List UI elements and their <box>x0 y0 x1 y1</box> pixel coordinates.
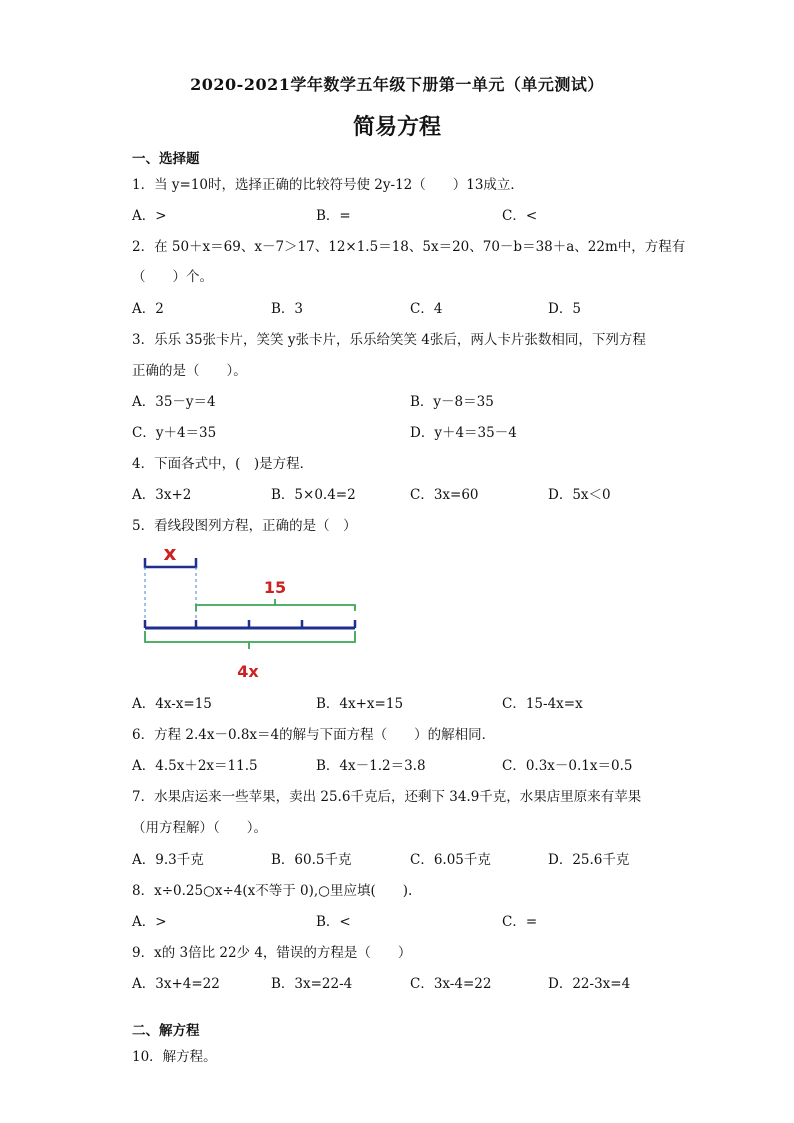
question-7-stem-line2: （用方程解）（ ）。 <box>132 820 267 836</box>
question-2-stem-line2: （ ）个。 <box>132 269 213 285</box>
question-4-option-d: D．5x＜0 <box>548 487 611 503</box>
question-7-stem-line1: 7．水果店运来一些苹果，卖出 25.6千克后，还剩下 34.9千克，水果店里原来有苹果 <box>132 789 642 805</box>
question-8-option-a: A．> <box>132 914 167 930</box>
label-x: x <box>163 541 177 565</box>
question-4-option-b: B．5×0.4=2 <box>271 487 356 503</box>
question-9-option-c: C．3x-4=22 <box>410 976 492 992</box>
question-8-option-b: B．< <box>316 914 351 930</box>
question-6-option-b: B．4x－1.2＝3.8 <box>316 758 426 774</box>
question-1-stem: 1．当 y=10时，选择正确的比较符号使 2y-12（ ）13成立． <box>132 177 524 193</box>
fifteen-brace <box>196 605 355 611</box>
question-6-stem: 6．方程 2.4x－0.8x＝4的解与下面方程（ ）的解相同． <box>132 727 496 743</box>
question-3-option-a: A．35－y＝4 <box>132 394 216 410</box>
question-3-option-b: B．y－8＝35 <box>410 394 494 410</box>
question-4-option-a: A．3x+2 <box>132 487 192 503</box>
question-6-option-a: A．4.5x＋2x＝11.5 <box>132 758 258 774</box>
four-x-brace <box>145 631 355 642</box>
question-7-option-b: B．60.5千克 <box>271 852 352 868</box>
question-9-stem: 9．x的 3倍比 22少 4，错误的方程是（ ） <box>132 945 412 961</box>
section-choice-title: 一、选择题 <box>132 151 200 167</box>
question-7-option-c: C．6.05千克 <box>410 852 491 868</box>
question-5-option-c: C．15-4x=x <box>502 696 583 712</box>
page-subtitle: 简易方程 <box>352 114 441 140</box>
question-7-option-a: A．9.3千克 <box>132 852 204 868</box>
question-10-stem: 10．解方程。 <box>132 1049 217 1065</box>
question-2-option-c: C．4 <box>410 301 443 317</box>
question-2-option-b: B．3 <box>271 301 304 317</box>
question-9-option-d: D．22-3x=4 <box>548 976 631 992</box>
question-2-option-d: D．5 <box>548 301 581 317</box>
question-3-option-c: C．y＋4＝35 <box>132 425 217 441</box>
question-9-option-b: B．3x=22-4 <box>271 976 353 992</box>
label-15: 15 <box>263 578 287 597</box>
question-1-option-a: A．> <box>132 208 167 224</box>
question-2-stem-line1: 2．在 50＋x＝69、x－7＞17、12×1.5＝18、5x＝20、70－b＝38＋a、22m中，方程有 <box>132 239 686 255</box>
question-9-option-a: A．3x+4=22 <box>132 976 220 992</box>
question-6-option-c: C．0.3x－0.1x＝0.5 <box>502 758 633 774</box>
question-3-stem-line2: 正确的是（ ）。 <box>132 363 247 379</box>
question-4-stem: 4．下面各式中，( )是方程． <box>132 456 314 472</box>
line-segment-diagram <box>130 536 370 686</box>
question-8-option-c: C．= <box>502 914 538 930</box>
question-5-option-b: B．4x+x=15 <box>316 696 404 712</box>
question-7-option-d: D．25.6千克 <box>548 852 630 868</box>
question-5-stem: 5．看线段图列方程，正确的是（ ） <box>132 518 357 534</box>
section-solve-title: 二、解方程 <box>132 1023 200 1039</box>
question-5-option-a: A．4x-x=15 <box>132 696 212 712</box>
question-1-option-c: C．< <box>502 208 538 224</box>
question-3-stem-line1: 3．乐乐 35张卡片，笑笑 y张卡片，乐乐给笑笑 4张后，两人卡片张数相同，下列方程 <box>132 332 646 348</box>
question-1-option-b: B．= <box>316 208 351 224</box>
label-4x: 4x <box>237 662 259 681</box>
question-4-option-c: C．3x=60 <box>410 487 479 503</box>
question-2-option-a: A．2 <box>132 301 164 317</box>
question-3-option-d: D．y＋4＝35－4 <box>410 425 517 441</box>
page-title: 2020-2021学年数学五年级下册第一单元（单元测试） <box>190 75 604 94</box>
question-8-stem: 8．x÷0.25○x÷4(x不等于 0),○里应填( ). <box>132 883 413 899</box>
